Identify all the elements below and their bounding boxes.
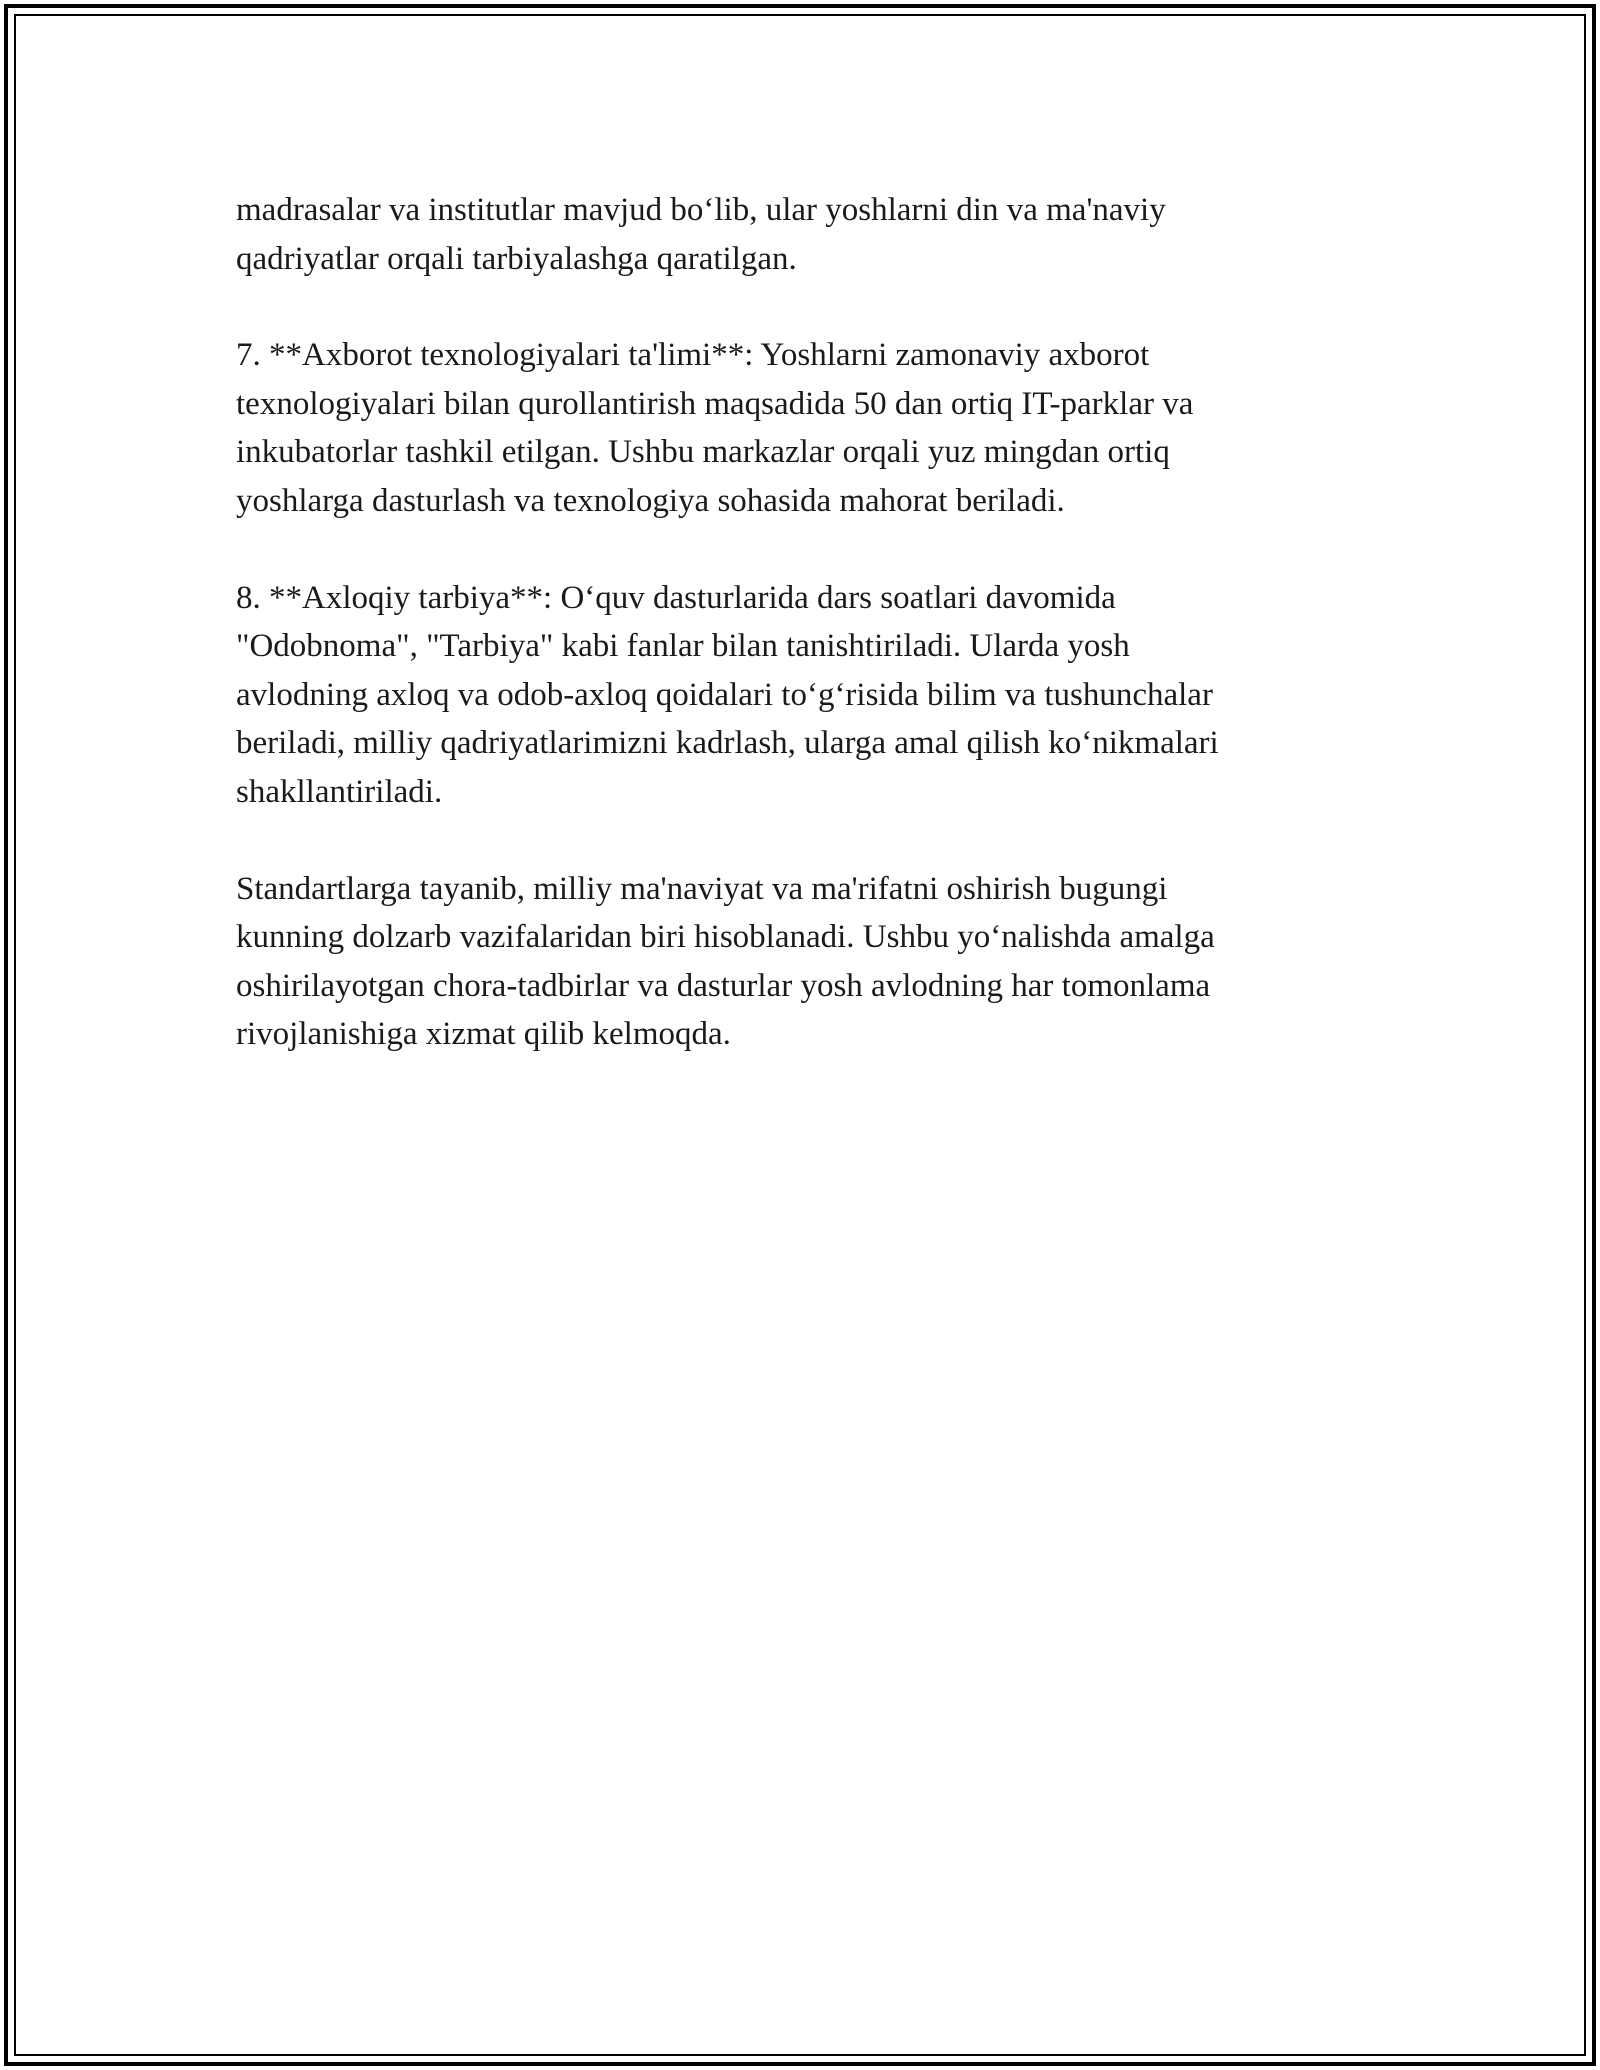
text-line: inkubatorlar tashkil etilgan. Ushbu markazlar orqali yuz mingdan ortiq: [236, 434, 1170, 471]
paragraph-madrasalar: [236, 186, 1376, 283]
text-line: 7. **Axborot texnologiyalari ta'limi**: Yoshlarni zamonaviy axborot: [236, 337, 1150, 374]
text-line: madrasalar va institutlar mavjud bo‘lib, ular yoshlarni din va ma'naviy: [236, 192, 1166, 228]
text-line: 8. **Axloqiy tarbiya**: O‘quv dasturlarida dars soatlari davomida: [236, 579, 1116, 616]
paragraph-item-7: [236, 331, 1376, 525]
document-body: [236, 186, 1376, 1059]
text-line: kunning dolzarb vazifalaridan biri hisoblanadi. Ushbu yo‘nalishda amalga: [236, 919, 1215, 956]
text-line: "Odobnoma", "Tarbiya" kabi fanlar bilan tanishtiriladi. Ularda yosh: [236, 628, 1130, 665]
text-line: beriladi, milliy qadriyatlarimizni kadrlash, ularga amal qilish ko‘nikmalari: [236, 725, 1219, 762]
paragraph-conclusion: [236, 865, 1376, 1059]
text-line: rivojlanishiga xizmat qilib kelmoqda.: [236, 1016, 731, 1053]
text-line: qadriyatlar orqali tarbiyalashga qaratilgan.: [236, 240, 797, 277]
text-line: avlodning axloq va odob-axloq qoidalari to‘g‘risida bilim va tushunchalar: [236, 676, 1213, 713]
text-line: shakllantiriladi.: [236, 773, 443, 810]
text-line: Standartlarga tayanib, milliy ma'naviyat va ma'rifatni oshirish bugungi: [236, 870, 1168, 907]
text-line: oshirilayotgan chora-tadbirlar va dasturlar yosh avlodning har tomonlama: [236, 967, 1211, 1004]
text-line: texnologiyalari bilan qurollantirish maqsadida 50 dan ortiq IT-parklar va: [236, 385, 1194, 422]
text-line: yoshlarga dasturlash va texnologiya sohasida mahorat beriladi.: [236, 482, 1065, 519]
paragraph-item-8: [236, 574, 1376, 817]
